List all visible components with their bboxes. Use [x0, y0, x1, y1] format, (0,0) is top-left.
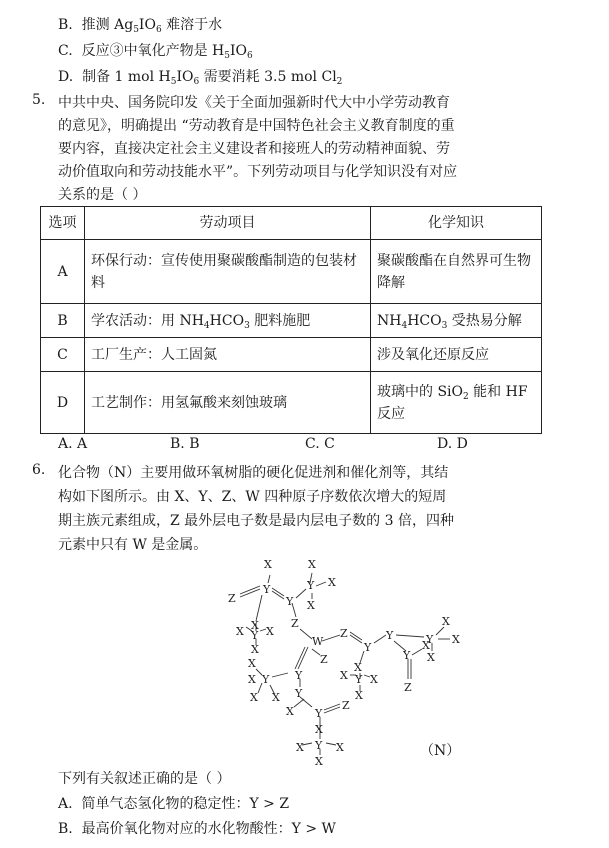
svg-text:X: X: [248, 657, 256, 670]
svg-text:X: X: [442, 615, 450, 628]
q6-stem-line-3: 期主族元素组成，Z 最外层电子数是最内层电子数的 3 倍，四种: [58, 513, 454, 529]
q5-stem-line-3: 要内容，直接决定社会主义建设者和接班人的劳动精神面貌、劳: [58, 141, 450, 157]
svg-text:X: X: [452, 633, 460, 646]
q5-options: [58, 436, 468, 452]
row-c-project: 工厂生产：人工固氮: [85, 338, 371, 372]
q5-stem-line-5: 关系的是（ ）: [58, 187, 147, 203]
header-knowledge: 化学知识: [371, 207, 542, 240]
q5-table-header: [41, 207, 542, 240]
svg-text:Y: Y: [251, 629, 259, 642]
svg-text:X: X: [307, 599, 315, 612]
q6-number: 6.: [32, 462, 46, 478]
svg-text:X: X: [251, 643, 259, 656]
q5-number: 5.: [32, 92, 46, 108]
svg-text:Y: Y: [286, 595, 294, 608]
row-b-project: 学农活动：用 $NH_4HCO_3$ 肥料施肥: [85, 304, 371, 338]
row-a-knowledge: 聚碳酸酯在自然界可生物降解: [371, 240, 542, 304]
svg-text:Z: Z: [342, 699, 350, 712]
prev-option-d: D. 制备 1 mol $H_5IO_6$ 需要消耗 3.5 mol $Cl_2$: [58, 69, 343, 87]
svg-text:Y: Y: [315, 707, 323, 720]
svg-text:X: X: [250, 691, 258, 704]
q6-stem-line-1: 化合物（N）主要用做环氧树脂的硬化促进剂和催化剂等，其结: [58, 465, 449, 481]
svg-text:X: X: [354, 661, 362, 674]
svg-text:Y: Y: [426, 633, 434, 646]
svg-text:Y: Y: [355, 673, 363, 686]
svg-text:Z: Z: [404, 681, 412, 694]
svg-text:Y: Y: [307, 579, 315, 592]
q5-stem-line-2: 的意见》，明确提出 “劳动教育是中国特色社会主义教育制度的重: [58, 118, 455, 134]
figure-label: （N）: [420, 743, 461, 759]
svg-text:Y: Y: [386, 629, 394, 642]
svg-text:Y: Y: [315, 739, 323, 752]
q5-stem-line-4: 动价值取向和劳动技能水平”。下列劳动项目与化学知识没有对应: [58, 164, 458, 180]
table-row: [41, 338, 542, 372]
row-c-knowledge: 涉及氧化还原反应: [371, 338, 542, 372]
row-d-knowledge: 玻璃中的 SiO$_2$ 能和 HF 反应: [371, 372, 542, 434]
svg-text:Y: Y: [364, 641, 372, 654]
svg-text:X: X: [251, 619, 259, 632]
q5-table: [40, 206, 542, 434]
q6-question: 下列有关叙述正确的是（ ）: [58, 771, 231, 787]
svg-text:Z: Z: [291, 617, 299, 630]
svg-text:Z: Z: [228, 592, 236, 605]
q5-stem-line-1: 中共中央、国务院印发《关于全面加强新时代大中小学劳动教育: [58, 95, 450, 111]
svg-text:X: X: [286, 705, 294, 718]
row-a-project: 环保行动：宣传使用聚碳酸酯制造的包装材料: [85, 240, 371, 304]
table-row: [41, 304, 542, 338]
svg-text:W: W: [312, 635, 324, 648]
header-option: 选项: [41, 207, 85, 240]
q6-option-b: B. 最高价氧化物对应的水化物酸性：Y > W: [58, 821, 336, 837]
structure-bonds: [240, 573, 450, 755]
table-row: [41, 372, 542, 434]
q5-option-b: B. B: [170, 436, 200, 452]
svg-text:X: X: [422, 639, 430, 652]
q6-option-a: A. 简单气态氢化物的稳定性：Y > Z: [58, 796, 290, 812]
q6-stem-line-2: 构如下图所示。由 X、Y、Z、W 四种原子序数依次增大的短周: [58, 489, 447, 505]
header-project: 劳动项目: [85, 207, 371, 240]
table-row: [41, 240, 542, 304]
svg-text:X: X: [272, 691, 280, 704]
svg-text:Y: Y: [295, 687, 303, 700]
q6-stem-line-4: 元素中只有 W 是金属。: [58, 537, 208, 553]
svg-text:X: X: [370, 673, 378, 686]
svg-text:X: X: [236, 625, 244, 638]
row-b-knowledge: $NH_4HCO_3$ 受热易分解: [371, 304, 542, 338]
svg-text:X: X: [264, 558, 272, 571]
svg-text:X: X: [336, 741, 344, 754]
svg-text:X: X: [296, 741, 304, 754]
svg-text:Y: Y: [295, 669, 303, 682]
svg-text:X: X: [427, 651, 435, 664]
prev-option-b: B. 推测 $Ag_5IO_6$ 难溶于水: [58, 17, 223, 35]
svg-text:Z: Z: [320, 653, 328, 666]
row-d-option: D: [41, 372, 85, 434]
svg-text:Z: Z: [340, 627, 348, 640]
q5-option-c: C. C: [305, 436, 335, 452]
row-b-option: B: [41, 304, 85, 338]
svg-text:X: X: [315, 723, 323, 736]
svg-text:X: X: [266, 625, 274, 638]
svg-text:X: X: [340, 669, 348, 682]
svg-text:X: X: [315, 755, 323, 768]
svg-text:X: X: [355, 689, 363, 702]
row-a-option: A: [41, 240, 85, 304]
row-c-option: C: [41, 338, 85, 372]
prev-option-c: C. 反应③中氧化产物是 $H_5IO_6$: [58, 43, 253, 61]
q5-option-d: D. D: [437, 436, 468, 452]
svg-text:X: X: [308, 558, 316, 571]
svg-text:X: X: [248, 673, 256, 686]
structure-atoms: [228, 558, 460, 768]
row-d-project: 工艺制作：用氢氟酸来刻蚀玻璃: [85, 372, 371, 434]
svg-text:Y: Y: [262, 673, 270, 686]
svg-text:X: X: [328, 576, 336, 589]
q5-option-a: A. A: [58, 436, 88, 452]
svg-text:Y: Y: [403, 649, 411, 662]
svg-text:Y: Y: [263, 583, 271, 596]
